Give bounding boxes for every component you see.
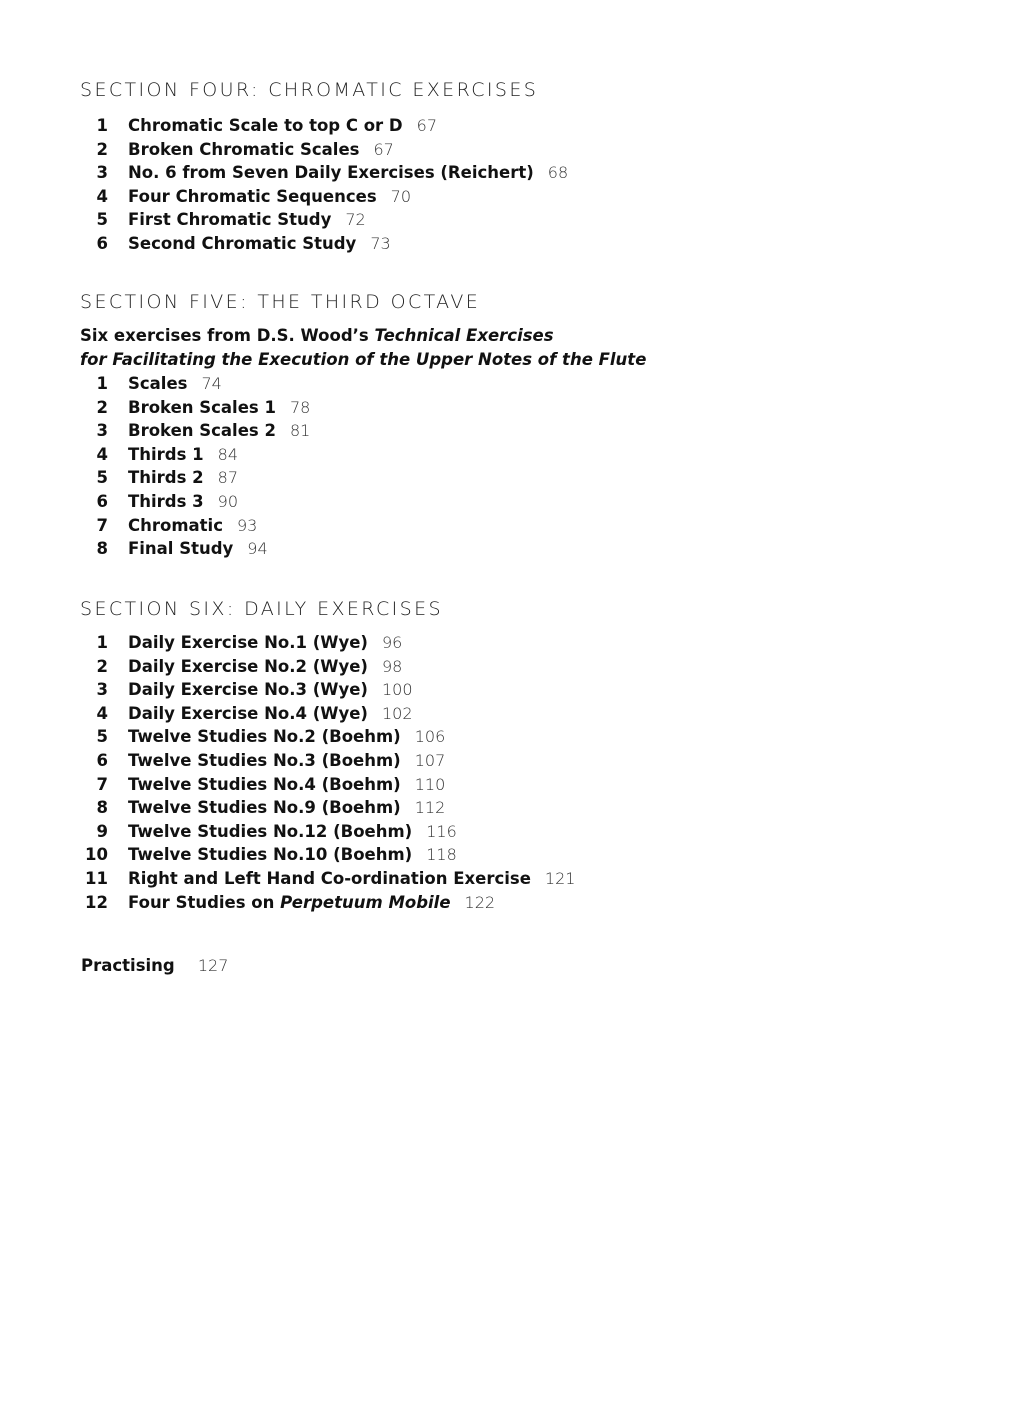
- entry-number: 1: [96, 116, 108, 135]
- entry-page: 87: [217, 468, 239, 488]
- entry-title: Daily Exercise No.2 (Wye): [128, 656, 368, 676]
- section-six: [80, 597, 980, 914]
- entry-number: 3: [96, 680, 108, 700]
- entry-title: Broken Scales 2: [128, 421, 276, 441]
- toc-entry[interactable]: [80, 725, 980, 749]
- entry-title: Scales: [128, 374, 188, 393]
- entry-page: 100: [381, 680, 413, 700]
- entry-number: 7: [96, 515, 108, 535]
- entry-title: Final Study: [128, 539, 234, 559]
- entry-number: 5: [96, 210, 108, 230]
- section-five: [80, 290, 980, 561]
- toc-entry[interactable]: [80, 443, 980, 467]
- toc-entry[interactable]: [80, 537, 980, 561]
- entry-page: 73: [370, 233, 391, 253]
- entry-title: Daily Exercise No.1 (Wye): [128, 633, 368, 652]
- entry-number: 7: [96, 774, 108, 794]
- entry-title: Chromatic: [128, 515, 223, 535]
- entry-page: 81: [289, 421, 311, 441]
- entry-page: 106: [414, 727, 446, 747]
- toc-entry[interactable]: [80, 114, 980, 138]
- entry-number: 4: [96, 444, 108, 464]
- entry-page: 74: [201, 374, 222, 393]
- entry-number: 5: [96, 727, 108, 747]
- entry-page: 84: [217, 444, 239, 464]
- entry-page: 122: [464, 892, 496, 912]
- entry-page: 96: [381, 633, 403, 652]
- entry-number: 2: [96, 656, 108, 676]
- section-four: [80, 78, 980, 256]
- entry-title: [128, 891, 451, 915]
- toc-entry[interactable]: [80, 702, 980, 726]
- entry-title: Thirds 1: [128, 444, 204, 464]
- section-title: SECTION FIVE: THE THIRD OCTAVE: [80, 291, 481, 313]
- toc-entry[interactable]: [80, 514, 980, 538]
- entry-number: 6: [96, 750, 108, 770]
- entry-title: Broken Chromatic Scales: [128, 139, 360, 159]
- entry-page: 93: [236, 515, 258, 535]
- entry-number: 8: [96, 539, 108, 559]
- entry-title: No. 6 from Seven Daily Exercises (Reichert): [128, 163, 534, 183]
- entry-number: 12: [85, 892, 108, 912]
- toc-entry[interactable]: [80, 773, 980, 797]
- toc-entry[interactable]: [80, 185, 980, 209]
- entry-title: Twelve Studies No.4 (Boehm): [128, 774, 401, 794]
- toc-entry[interactable]: [80, 820, 980, 844]
- toc-entry[interactable]: [80, 796, 980, 820]
- entry-title: Thirds 3: [128, 491, 204, 511]
- entry-page: 110: [414, 774, 446, 794]
- entry-title: Chromatic Scale to top C or D: [128, 116, 403, 135]
- toc-entry[interactable]: [80, 161, 980, 185]
- entry-title: Twelve Studies No.2 (Boehm): [128, 727, 401, 747]
- entry-number: 9: [96, 821, 108, 841]
- entry-number: 4: [96, 186, 108, 206]
- entry-title: Daily Exercise No.3 (Wye): [128, 680, 368, 700]
- toc-entry[interactable]: [80, 891, 980, 915]
- entry-number: 1: [96, 374, 108, 393]
- entry-page: 70: [390, 186, 412, 206]
- entry-number: 3: [96, 163, 108, 183]
- entry-page: 90: [217, 491, 239, 511]
- entry-title: Four Chromatic Sequences: [128, 186, 377, 206]
- entry-page: 98: [381, 656, 403, 676]
- toc-entry[interactable]: [80, 396, 980, 420]
- subtitle-line-2: [80, 348, 980, 372]
- section-subtitle: [80, 324, 980, 372]
- entry-title: Daily Exercise No.4 (Wye): [128, 703, 368, 723]
- toc-entry[interactable]: [80, 208, 980, 232]
- entry-title: Twelve Studies No.9 (Boehm): [128, 798, 401, 818]
- subtitle-prefix: Six exercises from D.S. Wood’s: [80, 326, 375, 345]
- toc-entry[interactable]: [80, 232, 980, 256]
- toc-entry[interactable]: [80, 678, 980, 702]
- entry-page: 67: [416, 116, 437, 135]
- subtitle-book-title-cont: for Facilitating the Execution of the Upper Notes of the Flute: [80, 350, 647, 369]
- entry-page: 78: [289, 397, 311, 417]
- toc-entry[interactable]: [80, 655, 980, 679]
- section-title: SECTION SIX: DAILY EXERCISES: [80, 598, 443, 620]
- toc-entry[interactable]: [80, 843, 980, 867]
- toc-entry[interactable]: [80, 490, 980, 514]
- entry-title-prefix: Four Studies on: [128, 892, 281, 912]
- entry-title: Twelve Studies No.12 (Boehm): [128, 821, 413, 841]
- entry-title: Twelve Studies No.3 (Boehm): [128, 750, 401, 770]
- toc-entry[interactable]: [80, 466, 980, 490]
- entry-page: 102: [381, 703, 413, 723]
- entry-page: 118: [426, 845, 457, 865]
- entry-title: First Chromatic Study: [128, 210, 332, 230]
- entry-number: 3: [96, 421, 108, 441]
- entry-page: 116: [426, 821, 457, 841]
- entry-title: Thirds 2: [128, 468, 204, 488]
- section-four-list: [80, 114, 980, 256]
- toc-entry[interactable]: [80, 749, 980, 773]
- entry-number: 11: [85, 868, 108, 888]
- entry-page: 127: [197, 956, 229, 975]
- entry-title: Broken Scales 1: [128, 397, 276, 417]
- entry-title: Twelve Studies No.10 (Boehm): [128, 845, 413, 865]
- entry-title: Second Chromatic Study: [128, 233, 357, 253]
- entry-page: 112: [414, 798, 446, 818]
- toc-entry[interactable]: [80, 138, 980, 162]
- subtitle-book-title: Technical Exercises: [374, 326, 554, 345]
- entry-number: 8: [96, 798, 108, 818]
- section-five-list: [80, 372, 980, 561]
- toc-entry[interactable]: [80, 419, 980, 443]
- entry-number: 6: [96, 233, 108, 253]
- toc-entry[interactable]: [80, 867, 980, 891]
- entry-title: Right and Left Hand Co-ordination Exercise: [128, 868, 531, 888]
- entry-page: 72: [345, 210, 366, 230]
- entry-number: 2: [96, 139, 108, 159]
- entry-number: 2: [96, 397, 108, 417]
- section-title: SECTION FOUR: CHROMATIC EXERCISES: [80, 79, 539, 101]
- entry-number: 10: [85, 845, 108, 865]
- entry-page: 94: [247, 539, 268, 559]
- entry-title-italic: Perpetuum Mobile: [280, 892, 451, 912]
- entry-page: 68: [547, 163, 569, 183]
- toc-entry[interactable]: [80, 631, 980, 655]
- subtitle-line-1: [80, 324, 980, 348]
- toc-entry[interactable]: [80, 372, 980, 396]
- section-six-list: [80, 631, 980, 914]
- entry-number: 1: [96, 633, 108, 652]
- practising-entry[interactable]: [81, 954, 228, 978]
- entry-page: 67: [373, 139, 394, 159]
- entry-number: 6: [96, 491, 108, 511]
- entry-number: 4: [96, 703, 108, 723]
- entry-title: Practising: [81, 956, 175, 975]
- entry-page: 107: [414, 750, 446, 770]
- entry-page: 121: [544, 868, 576, 888]
- entry-number: 5: [96, 468, 108, 488]
